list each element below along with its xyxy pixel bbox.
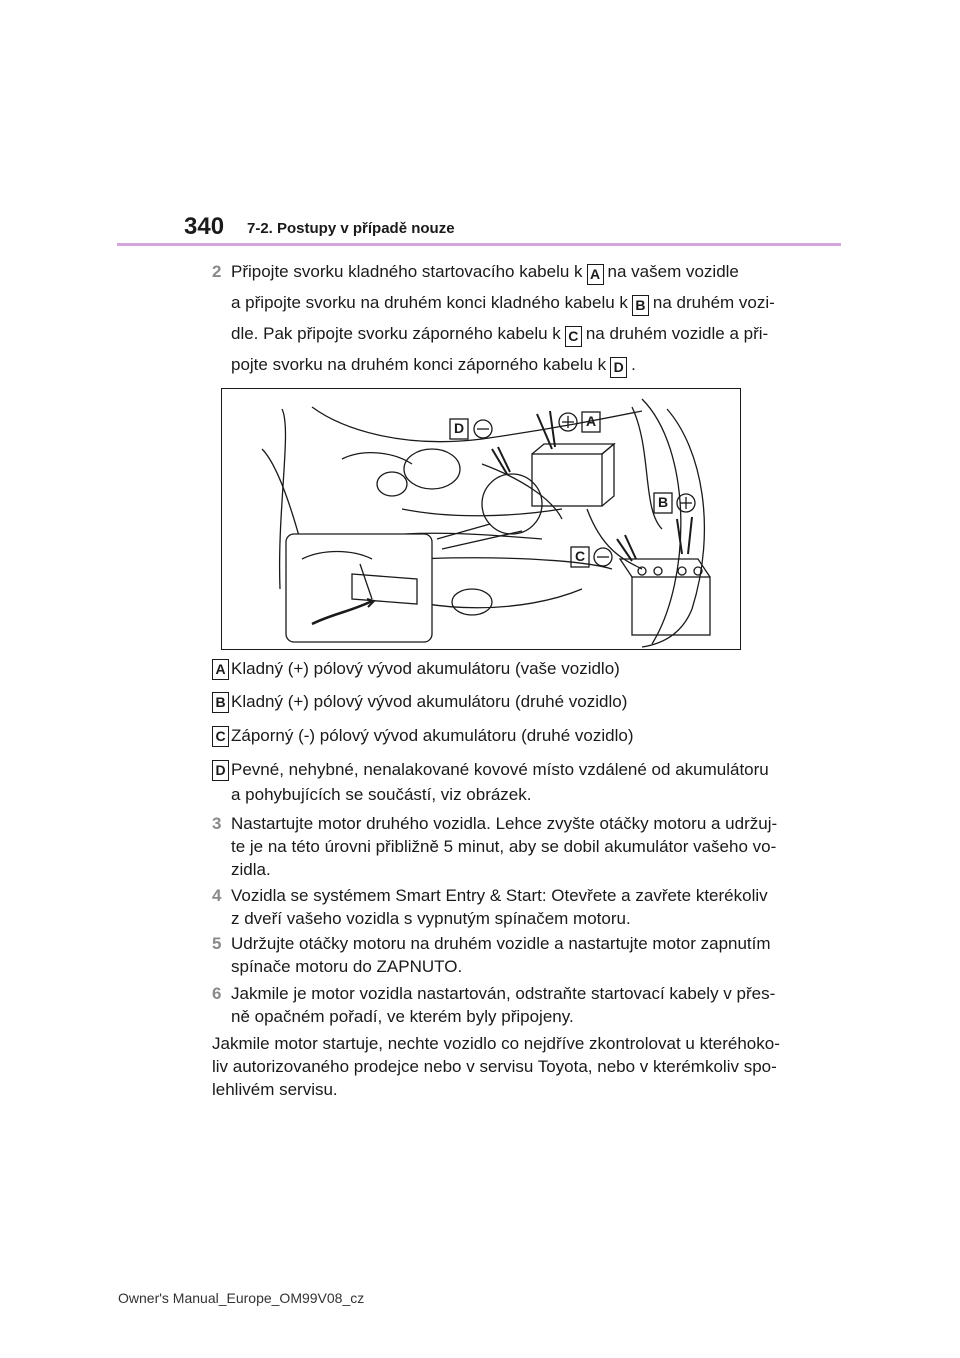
step3-line1: Nastartujte motor druhého vozidla. Lehce zvyšte otáčky motoru a udržuj- [231,814,778,833]
step5-line1: Udržujte otáčky motoru na druhém vozidle a nastartujte motor zapnutím [231,934,771,953]
page-header [0,0,960,250]
legend-text-a: Kladný (+) pólový vývod akumulátoru (vaše vozidlo) [231,659,620,678]
legend-text-d-line2: a pohybujících se součástí, viz obrázek. [231,785,532,804]
legend-text-c: Záporný (-) pólový vývod akumulátoru (druhé vozidlo) [231,726,634,745]
label-c-badge: C [565,326,582,347]
step3-line3: zidla. [231,860,271,879]
step-number-3: 3 [212,814,222,833]
step2-text: dle. Pak připojte svorku záporného kabelu k [231,324,561,343]
step2-line1 [231,260,739,285]
step4-line1: Vozidla se systémem Smart Entry & Start: Otevřete a zavřete kterékoliv [231,886,768,905]
step2-text: a připojte svorku na druhém konci kladného kabelu k [231,293,628,312]
label-d-badge: D [610,357,627,378]
step2-text: Připojte svorku kladného startovacího kabelu k [231,262,583,281]
step2-line3 [231,322,768,347]
step-number-2: 2 [212,262,222,281]
figure-label-c: C [574,548,586,564]
figure-label-a: A [585,413,597,429]
step-number-4: 4 [212,886,222,905]
step6-line2: ně opačném pořadí, ve kterém byly připojeny. [231,1007,574,1026]
figure-label-d: D [453,420,465,436]
step2-line2 [231,291,775,316]
legend-text-b: Kladný (+) pólový vývod akumulátoru (druhé vozidlo) [231,692,628,711]
engine-bay-drawing [222,389,740,649]
step3-line2: te je na této úrovni přibližně 5 minut, aby se dobil akumulátor vašeho vo- [231,837,777,856]
step-number-5: 5 [212,934,222,953]
step2-text: pojte svorku na druhém konci záporného kabelu k [231,355,607,374]
figure-label-b: B [657,494,669,510]
section-title: 7-2. Postupy v případě nouze [247,220,455,237]
page-footer: Owner's Manual_Europe_OM99V08_cz [118,1290,365,1306]
step2-text: na vašem vozidle [607,262,739,281]
step2-text: . [631,355,636,374]
step-number-6: 6 [212,984,222,1003]
closing-line2: liv autorizovaného prodejce nebo v servisu Toyota, nebo v kterémkoliv spo- [212,1057,777,1076]
legend-label-c: C [212,726,229,747]
page-number: 340 [184,213,225,240]
legend-label-b: B [212,692,229,713]
step5-line2: spínače motoru do ZAPNUTO. [231,957,463,976]
label-a-badge: A [587,264,604,285]
step6-line1: Jakmile je motor vozidla nastartován, odstraňte startovací kabely v přes- [231,984,776,1003]
legend-label-d: D [212,760,229,781]
legend-label-a: A [212,659,229,680]
legend-text-d-line1: Pevné, nehybné, nenalakované kovové místo vzdálené od akumulátoru [231,760,769,779]
closing-line1: Jakmile motor startuje, nechte vozidlo co nejdříve zkontrolovat u kteréhoko- [212,1034,780,1053]
jump-start-illustration [221,388,741,650]
step2-text: na druhém vozidle a při- [585,324,769,343]
label-b-badge: B [632,295,649,316]
closing-line3: lehlivém servisu. [212,1080,338,1099]
header-divider [117,243,841,246]
step2-text: na druhém vozi- [652,293,775,312]
step4-line2: z dveří vašeho vozidla s vypnutým spínačem motoru. [231,909,631,928]
step2-line4 [231,353,636,378]
